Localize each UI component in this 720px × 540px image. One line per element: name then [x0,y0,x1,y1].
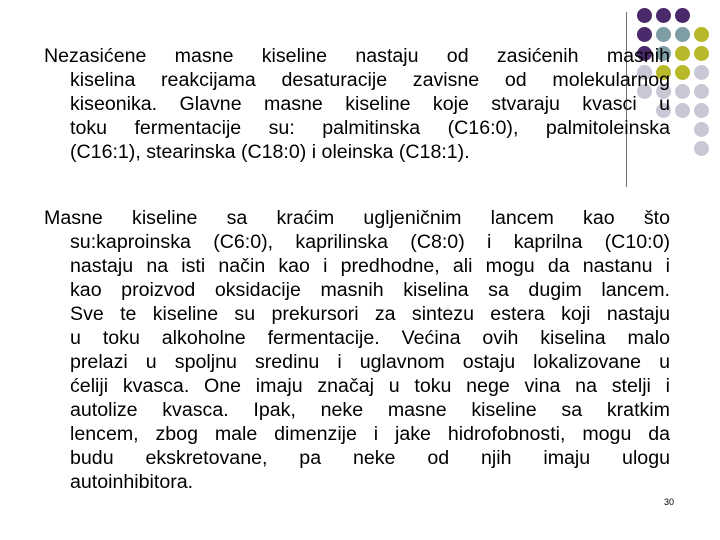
page-number: 30 [664,497,675,507]
text-line: Masne kiseline sa kraćim ugljeničnim lancem kao što [44,207,670,229]
text-line: kao proizvod oksidacije masnih kiselina sa dugim lancem. [70,279,670,301]
decorative-dot [656,8,671,23]
text-line: (C16:1), stearinska (C18:0) i oleinska (C18:1). [70,141,470,163]
text-line: nastaju na isti način kao i predhodne, ali mogu da nastanu i [70,255,670,277]
decorative-dot [656,27,671,42]
decorative-dot [675,46,690,61]
decorative-dot [694,46,709,61]
text-line: ćeliji kvasca. One imaju značaj u toku nege vina na stelji i [70,375,670,397]
text-line: lencem, zbog male dimenzije i jake hidrofobnosti, mogu da [70,423,670,445]
text-line: kiseonika. Glavne masne kiseline koje stvaraju kvasci u [70,93,670,115]
decorative-dot [675,27,690,42]
decorative-dot [694,65,709,80]
decorative-dot [694,103,709,118]
decorative-dot [694,84,709,99]
paragraph-short-chain-fatty-acids [44,206,670,494]
text-line: su:kaproinska (C6:0), kaprilinska (C8:0) i kaprilna (C10:0) [70,231,670,253]
text-line: prelazi u spoljnu sredinu i uglavnom ostaju lokalizovane u [70,351,670,373]
decorative-dot [675,65,690,80]
decorative-dot [694,27,709,42]
decorative-dot [637,27,652,42]
decorative-dot [675,103,690,118]
text-line: autoinhibitora. [70,471,194,493]
text-line: kiselina reakcijama desaturacije zavisne od molekularnog [70,69,670,91]
text-line: toku fermentacije su: palmitinska (C16:0), palmitoleinska [70,117,670,139]
text-line: autolize kvasca. Ipak, neke masne kiseline sa kratkim [70,399,670,421]
decorative-dot [694,141,709,156]
text-line: budu ekskretovane, pa neke od njih imaju ulogu [70,447,670,469]
text-line: u toku alkoholne fermentacije. Većina ovih kiselina malo [70,327,670,349]
decorative-dot [675,8,690,23]
text-line: Nezasićene masne kiseline nastaju od zasićenih masnih [44,45,670,67]
decorative-dot [675,84,690,99]
text-line: Sve te kiseline su prekursori za sintezu estera koji nastaju [70,303,670,325]
decorative-dot [637,8,652,23]
paragraph-unsaturated-fatty-acids [44,44,670,164]
decorative-dot [694,122,709,137]
